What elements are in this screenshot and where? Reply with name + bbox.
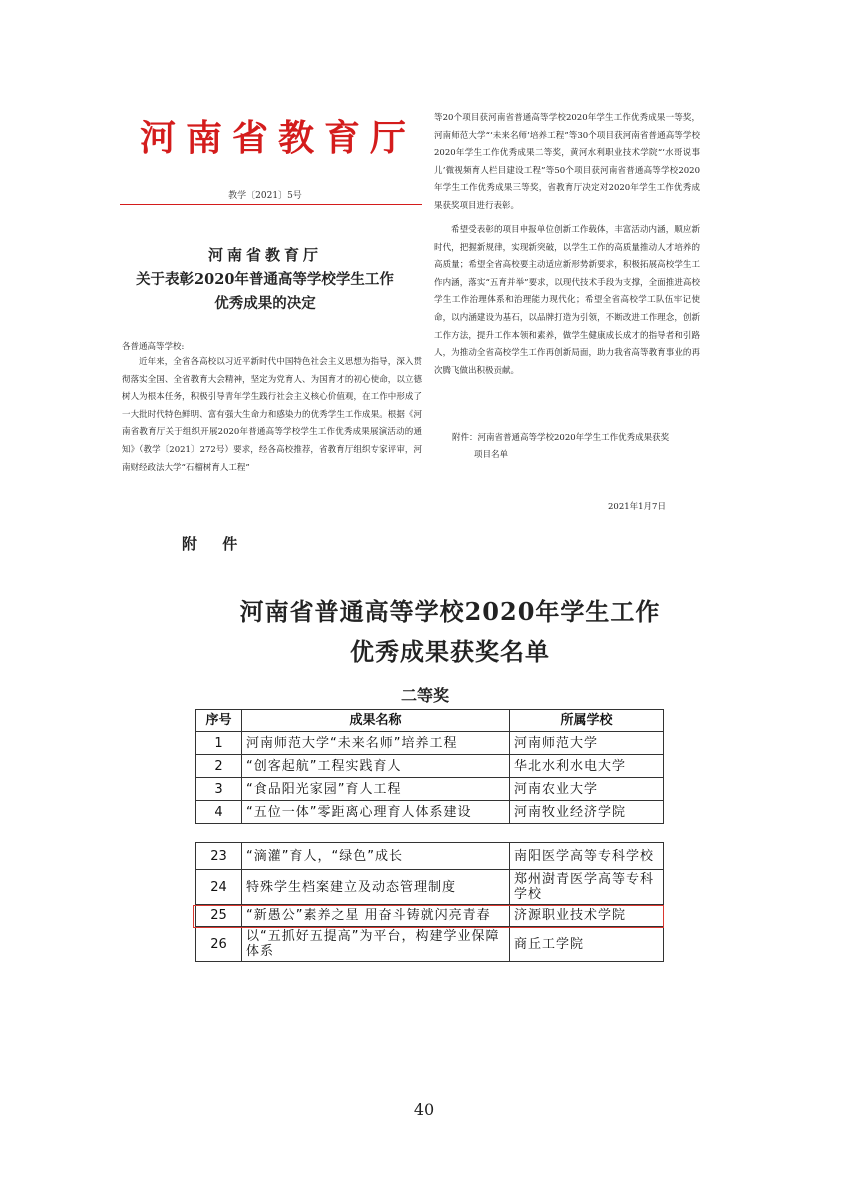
decision-title-line2: 关于表彰2020年普通高等学校学生工作: [136, 271, 394, 288]
row-school: 河南师范大学: [510, 732, 664, 755]
table-header-row: [196, 710, 664, 732]
prize-level-heading: 二等奖: [400, 686, 449, 705]
row-index: 25: [196, 905, 242, 927]
salutation: 各普通高等学校:: [122, 342, 185, 352]
row-index: 1: [196, 732, 242, 755]
row-project-name: “创客起航”工程实践育人: [242, 755, 510, 778]
header-project-name: 成果名称: [242, 710, 510, 732]
row-school: 河南农业大学: [510, 778, 664, 801]
row-project-name: 河南师范大学“未来名师”培养工程: [242, 732, 510, 755]
header-index: 序号: [196, 710, 242, 732]
table-row: [196, 755, 664, 778]
row-index: 26: [196, 927, 242, 962]
row-school: 河南牧业经济学院: [510, 801, 664, 824]
award-list-title-line1: 河南省普通高等学校2020年学生工作: [239, 597, 661, 626]
row-index: 2: [196, 755, 242, 778]
body-paragraph-2: 希望受表彰的项目申报单位创新工作载体，丰富活动内涵，顺应新时代，把握新规律，实现新突破，以学生工作的高质量推动人才培养的高质量；希望全省高校要主动适应新形势新要求，积极拓展高校学生工作内涵，落实“五育并举”要求，以现代技术手段为支撑，全面推进高校学生工作治理体系和治理能力现代化；希望全省高校学工队伍牢记使命，以内涵建设为基石，以品牌打造为引领，不断改进工作理念，创新工作方法，提升工作本领和素养，做学生健康成长成才的指导者和引路人，为推动全省高校学生工作再创新局面，助力我省高等教育事业的再次腾飞做出积极贡献。: [434, 225, 700, 376]
attachment-note: [452, 430, 702, 464]
document-number: 教学〔2021〕5号: [228, 191, 302, 201]
row-project-name: 特殊学生档案建立及动态管理制度: [242, 870, 510, 905]
attachment-label: 附 件: [182, 535, 248, 553]
row-index: 24: [196, 870, 242, 905]
row-school: 南阳医学高等专科学校: [510, 843, 664, 870]
award-list-title-line2: 优秀成果获奖名单: [350, 637, 550, 666]
issue-date: 2021年1月7日: [608, 502, 666, 512]
decision-title-issuer: 河南省教育厅: [207, 246, 322, 264]
page-number: 40: [413, 1100, 435, 1119]
row-school: 郑州澍青医学高等专科学校: [510, 870, 664, 905]
attachment-note-line2: 项目名单: [474, 450, 509, 460]
row-project-name: “新愚公”素养之星 用奋斗铸就闪亮青春: [242, 905, 510, 927]
letterhead-title: 河南省教育厅: [140, 117, 417, 159]
body-paragraph-1-continued: 等20个项目获河南省普通高等学校2020年学生工作优秀成果一等奖，河南师范大学“‘未来名师’培养工程”等30个项目获河南省普通高等学校2020年学生工作优秀成果二等奖，黄河水利职业技术学院“‘水哥说事儿’微视频育人栏目建设工程”等50个项目获河南省普通高等学校2020年学生工作优秀成果三等奖，省教育厅决定对2020年学生工作优秀成果获奖项目进行表彰。: [434, 113, 700, 211]
row-project-name: 以“五抓好五提高”为平台，构建学业保障体系: [242, 927, 510, 962]
attachment-note-line1: 附件：河南省普通高等学校2020年学生工作优秀成果获奖: [452, 433, 670, 443]
table-row: [196, 801, 664, 824]
award-table-top: [195, 709, 664, 824]
row-index: 4: [196, 801, 242, 824]
table-row: [196, 870, 664, 905]
table-row: [196, 927, 664, 962]
table-row: [196, 843, 664, 870]
header-school: 所属学校: [510, 710, 664, 732]
row-project-name: “食品阳光家园”育人工程: [242, 778, 510, 801]
red-divider: [120, 204, 422, 205]
row-school: 济源职业技术学院: [510, 905, 664, 927]
row-school: 商丘工学院: [510, 927, 664, 962]
row-project-name: “五位一体”零距离心理育人体系建设: [242, 801, 510, 824]
row-school: 华北水利水电大学: [510, 755, 664, 778]
table-row: [196, 732, 664, 755]
table-row: [196, 778, 664, 801]
decision-title-line3: 优秀成果的决定: [214, 295, 316, 312]
row-project-name: “滴灌”育人，“绿色”成长: [242, 843, 510, 870]
row-index: 3: [196, 778, 242, 801]
award-table-bottom: [195, 842, 664, 962]
body-paragraph-1: 近年来，全省各高校以习近平新时代中国特色社会主义思想为指导，深入贯彻落实全国、全省教育大会精神，坚定为党育人、为国育才的初心使命，以立德树人为根本任务，积极引导青年学生践行社会主义核心价值观，在工作中形成了一大批时代特色鲜明、富有强大生命力和感染力的优秀学生工作成果。根据《河南省教育厅关于组织开展2020年普通高等学校学生工作优秀成果展演活动的通知》（教学〔2021〕272号）要求，经各高校推荐，省教育厅组织专家评审，河南财经政法大学“石榴树育人工程”: [122, 357, 422, 473]
row-highlight-box: [193, 905, 664, 928]
row-index: 23: [196, 843, 242, 870]
